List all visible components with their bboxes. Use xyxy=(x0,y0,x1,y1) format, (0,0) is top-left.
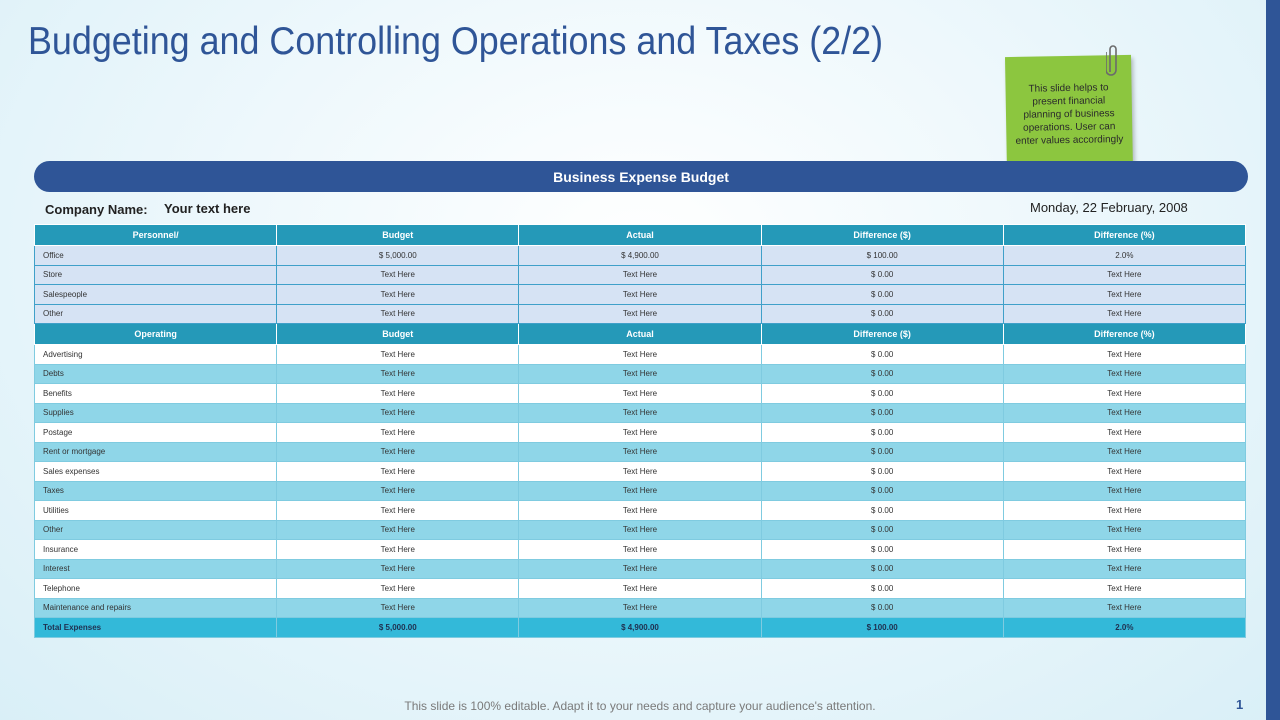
table-cell: 2.0% xyxy=(1003,246,1245,266)
table-cell: $ 100.00 xyxy=(761,246,1003,266)
date-text: Monday, 22 February, 2008 xyxy=(1030,200,1188,215)
table-cell: Text Here xyxy=(277,520,519,540)
table-cell: Text Here xyxy=(1003,598,1245,618)
table-cell: Text Here xyxy=(519,462,761,482)
table-cell: Text Here xyxy=(1003,442,1245,462)
header-cell: Budget xyxy=(277,324,519,345)
table-row xyxy=(35,285,1246,305)
company-name-label: Company Name: xyxy=(45,202,148,217)
table-cell: Text Here xyxy=(519,540,761,560)
table-cell: $ 0.00 xyxy=(761,384,1003,404)
paperclip-icon xyxy=(1106,42,1120,78)
table-cell: Other xyxy=(35,304,277,324)
header-cell: Operating xyxy=(35,324,277,345)
table-cell: $ 0.00 xyxy=(761,442,1003,462)
table-cell: Text Here xyxy=(277,598,519,618)
table-row xyxy=(35,364,1246,384)
table-cell: Text Here xyxy=(277,540,519,560)
table-cell: Text Here xyxy=(277,481,519,501)
header-cell: Difference (%) xyxy=(1003,324,1245,345)
table-cell: $ 0.00 xyxy=(761,579,1003,599)
table-cell: Text Here xyxy=(519,265,761,285)
table-cell: Text Here xyxy=(1003,384,1245,404)
table-cell: $ 4,900.00 xyxy=(519,618,761,638)
table-row xyxy=(35,559,1246,579)
table-row xyxy=(35,540,1246,560)
table-cell: Text Here xyxy=(277,442,519,462)
table-cell: Utilities xyxy=(35,501,277,521)
table-cell: Text Here xyxy=(277,304,519,324)
table-cell: Text Here xyxy=(1003,345,1245,365)
table-cell: Insurance xyxy=(35,540,277,560)
table-cell: Postage xyxy=(35,423,277,443)
table-cell: Advertising xyxy=(35,345,277,365)
table-cell: Text Here xyxy=(1003,304,1245,324)
table-cell: Other xyxy=(35,520,277,540)
table-banner: Business Expense Budget xyxy=(34,161,1248,192)
table-cell: Text Here xyxy=(519,579,761,599)
company-name-value[interactable]: Your text here xyxy=(164,201,251,216)
header-cell: Budget xyxy=(277,225,519,246)
header-cell: Actual xyxy=(519,225,761,246)
header-cell: Actual xyxy=(519,324,761,345)
table-cell: Text Here xyxy=(1003,501,1245,521)
table-cell: Text Here xyxy=(277,384,519,404)
table-cell: $ 0.00 xyxy=(761,265,1003,285)
table-cell: Text Here xyxy=(519,442,761,462)
table-row xyxy=(35,579,1246,599)
table-cell: Taxes xyxy=(35,481,277,501)
table-row xyxy=(35,345,1246,365)
table-cell: Benefits xyxy=(35,384,277,404)
table-cell: Text Here xyxy=(277,462,519,482)
table-cell: $ 5,000.00 xyxy=(277,618,519,638)
table-cell: Total Expenses xyxy=(35,618,277,638)
table-cell: 2.0% xyxy=(1003,618,1245,638)
table-row xyxy=(35,423,1246,443)
table-row xyxy=(35,520,1246,540)
table-cell: $ 0.00 xyxy=(761,304,1003,324)
table-cell: Text Here xyxy=(1003,481,1245,501)
table-cell: Text Here xyxy=(277,345,519,365)
table-cell: Text Here xyxy=(519,345,761,365)
table-cell: Text Here xyxy=(277,265,519,285)
header-cell: Difference ($) xyxy=(761,225,1003,246)
table-cell: $ 0.00 xyxy=(761,501,1003,521)
table-row xyxy=(35,246,1246,266)
page-title: Budgeting and Controlling Operations and Taxes (2/2) xyxy=(28,20,884,63)
table-cell: Text Here xyxy=(519,384,761,404)
table-cell: Text Here xyxy=(277,423,519,443)
table-cell: $ 0.00 xyxy=(761,481,1003,501)
table-cell: $ 0.00 xyxy=(761,559,1003,579)
table-row xyxy=(35,265,1246,285)
table-cell: $ 0.00 xyxy=(761,345,1003,365)
table-cell: Text Here xyxy=(277,364,519,384)
header-cell: Personnel/ xyxy=(35,225,277,246)
table-cell: Text Here xyxy=(1003,520,1245,540)
table-cell: Text Here xyxy=(277,559,519,579)
table-cell: $ 0.00 xyxy=(761,462,1003,482)
table-cell: Text Here xyxy=(519,423,761,443)
table-cell: Salespeople xyxy=(35,285,277,305)
table-cell: Text Here xyxy=(1003,540,1245,560)
table-row xyxy=(35,462,1246,482)
expense-budget-table xyxy=(34,224,1246,638)
table-cell: Text Here xyxy=(277,403,519,423)
footer-text: This slide is 100% editable. Adapt it to your needs and capture your audience's attention. xyxy=(404,699,876,713)
table-cell: $ 100.00 xyxy=(761,618,1003,638)
table-cell: $ 0.00 xyxy=(761,403,1003,423)
table-cell: Text Here xyxy=(519,364,761,384)
table-cell: Telephone xyxy=(35,579,277,599)
table-cell: Text Here xyxy=(1003,579,1245,599)
table-cell: Debts xyxy=(35,364,277,384)
table-cell: Text Here xyxy=(277,285,519,305)
table-row xyxy=(35,442,1246,462)
table-cell: $ 0.00 xyxy=(761,285,1003,305)
table-row xyxy=(35,403,1246,423)
sticky-note: This slide helps to present financial planning of business operations. User can enter values accordingly xyxy=(1005,55,1133,173)
table-cell: $ 0.00 xyxy=(761,423,1003,443)
personnel-header-row xyxy=(35,225,1246,246)
table-cell: Text Here xyxy=(1003,559,1245,579)
right-accent-bar xyxy=(1266,0,1280,720)
table-cell: Text Here xyxy=(1003,403,1245,423)
table-cell: $ 0.00 xyxy=(761,598,1003,618)
table-cell: Interest xyxy=(35,559,277,579)
table-cell: Text Here xyxy=(519,403,761,423)
header-cell: Difference (%) xyxy=(1003,225,1245,246)
table-cell: Text Here xyxy=(277,579,519,599)
table-cell: $ 4,900.00 xyxy=(519,246,761,266)
table-cell: Text Here xyxy=(519,304,761,324)
table-row xyxy=(35,598,1246,618)
page-number: 1 xyxy=(1236,697,1244,712)
table-cell: Text Here xyxy=(1003,462,1245,482)
table-cell: Text Here xyxy=(1003,285,1245,305)
table-cell: Office xyxy=(35,246,277,266)
table-cell: Text Here xyxy=(519,598,761,618)
table-cell: Supplies xyxy=(35,403,277,423)
table-cell: $ 0.00 xyxy=(761,540,1003,560)
table-row xyxy=(35,481,1246,501)
table-cell: Text Here xyxy=(519,501,761,521)
operating-header-row xyxy=(35,324,1246,345)
table-cell: Text Here xyxy=(1003,423,1245,443)
table-cell: Text Here xyxy=(277,501,519,521)
table-cell: $ 5,000.00 xyxy=(277,246,519,266)
table-row xyxy=(35,501,1246,521)
table-cell: Text Here xyxy=(1003,364,1245,384)
table-row xyxy=(35,384,1246,404)
table-cell: Sales expenses xyxy=(35,462,277,482)
table-cell: Text Here xyxy=(519,559,761,579)
table-cell: Text Here xyxy=(1003,265,1245,285)
table-cell: $ 0.00 xyxy=(761,364,1003,384)
total-row xyxy=(35,618,1246,638)
table-cell: Rent or mortgage xyxy=(35,442,277,462)
table-cell: Text Here xyxy=(519,285,761,305)
table-row xyxy=(35,304,1246,324)
table-cell: $ 0.00 xyxy=(761,520,1003,540)
table-cell: Store xyxy=(35,265,277,285)
table-cell: Maintenance and repairs xyxy=(35,598,277,618)
table-cell: Text Here xyxy=(519,520,761,540)
table-cell: Text Here xyxy=(519,481,761,501)
header-cell: Difference ($) xyxy=(761,324,1003,345)
